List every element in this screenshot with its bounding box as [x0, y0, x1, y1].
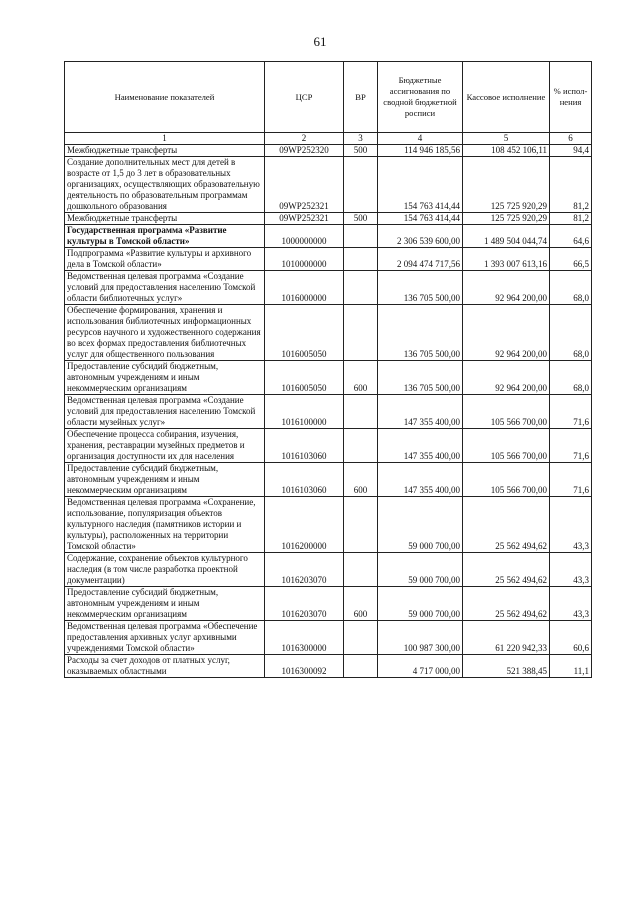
row-alloc: 2 094 474 717,56 [378, 248, 463, 271]
table-row [65, 145, 592, 157]
table-row [65, 248, 592, 271]
table-row [65, 305, 592, 361]
row-cash: 92 964 200,00 [463, 305, 550, 361]
row-cash: 521 388,45 [463, 655, 550, 678]
row-alloc: 2 306 539 600,00 [378, 225, 463, 248]
row-alloc: 136 705 500,00 [378, 271, 463, 305]
row-pct: 66,5 [550, 248, 592, 271]
row-cash: 105 566 700,00 [463, 395, 550, 429]
row-alloc: 136 705 500,00 [378, 361, 463, 395]
row-vr [344, 395, 378, 429]
column-number: 2 [265, 133, 344, 145]
row-name: Предоставление субсидий бюджетным, автономным учреждениям и иным некоммерческим организациям [65, 463, 265, 497]
row-cash: 25 562 494,62 [463, 497, 550, 553]
row-vr [344, 225, 378, 248]
column-number: 5 [463, 133, 550, 145]
column-number: 4 [378, 133, 463, 145]
table-row [65, 463, 592, 497]
table-row [65, 395, 592, 429]
row-name: Ведомственная целевая программа «Создание условий для предоставления населению Томской области библиотечных услуг» [65, 271, 265, 305]
row-cash: 105 566 700,00 [463, 429, 550, 463]
row-vr [344, 248, 378, 271]
column-number: 3 [344, 133, 378, 145]
row-vr [344, 429, 378, 463]
header-cash: Кассовое исполнение [463, 62, 550, 133]
row-cash: 61 220 942,33 [463, 621, 550, 655]
row-alloc: 59 000 700,00 [378, 497, 463, 553]
header-row [65, 62, 592, 133]
row-csr: 1016203070 [265, 553, 344, 587]
row-csr: 1016103060 [265, 429, 344, 463]
table-row [65, 621, 592, 655]
table-row [65, 225, 592, 248]
table-row [65, 213, 592, 225]
row-cash: 125 725 920,29 [463, 157, 550, 213]
row-cash: 1 489 504 044,74 [463, 225, 550, 248]
row-vr [344, 305, 378, 361]
row-pct: 94,4 [550, 145, 592, 157]
row-pct: 43,3 [550, 553, 592, 587]
row-csr: 09WP252321 [265, 213, 344, 225]
row-name: Ведомственная целевая программа «Сохранение, использование, популяризация объектов культурного наследия (памятников истории и культуры), расположенных на территории Томской области» [65, 497, 265, 553]
table-row [65, 587, 592, 621]
row-cash: 125 725 920,29 [463, 213, 550, 225]
page-number: 61 [313, 34, 327, 49]
table-row [65, 157, 592, 213]
row-cash: 92 964 200,00 [463, 361, 550, 395]
row-cash: 25 562 494,62 [463, 553, 550, 587]
row-name: Межбюджетные трансферты [65, 145, 265, 157]
header-alloc: Бюджетные ассигнования по сводной бюджетной росписи [378, 62, 463, 133]
row-csr: 1010000000 [265, 248, 344, 271]
row-name: Содержание, сохранение объектов культурного наследия (в том числе разработка проектной документации) [65, 553, 265, 587]
row-pct: 11,1 [550, 655, 592, 678]
row-csr: 1016203070 [265, 587, 344, 621]
table-row [65, 655, 592, 678]
row-pct: 81,2 [550, 157, 592, 213]
row-vr [344, 497, 378, 553]
table-row [65, 553, 592, 587]
row-pct: 71,6 [550, 429, 592, 463]
row-alloc: 154 763 414,44 [378, 157, 463, 213]
row-alloc: 100 987 300,00 [378, 621, 463, 655]
row-vr [344, 655, 378, 678]
row-alloc: 147 355 400,00 [378, 395, 463, 429]
row-csr: 1016300000 [265, 621, 344, 655]
table-row [65, 429, 592, 463]
row-name: Ведомственная целевая программа «Создание условий для предоставления населению Томской области музейных услуг» [65, 395, 265, 429]
row-pct: 43,3 [550, 587, 592, 621]
row-name: Обеспечение процесса собирания, изучения, хранения, реставрации музейных предметов и организация доступности их для населения [65, 429, 265, 463]
row-name: Обеспечение формирования, хранения и использования библиотечных информационных ресурсов научного и художественного содержания во всех формах предоставления библиотечных услуг для общественного пользования [65, 305, 265, 361]
row-cash: 92 964 200,00 [463, 271, 550, 305]
column-number-row [65, 133, 592, 145]
row-pct: 68,0 [550, 305, 592, 361]
row-csr: 1016103060 [265, 463, 344, 497]
row-csr: 1016005050 [265, 361, 344, 395]
row-name: Ведомственная целевая программа «Обеспечение предоставления архивных услуг архивными учреждениями Томской области» [65, 621, 265, 655]
column-number: 6 [550, 133, 592, 145]
row-pct: 68,0 [550, 271, 592, 305]
table-row [65, 271, 592, 305]
row-alloc: 136 705 500,00 [378, 305, 463, 361]
row-cash: 25 562 494,62 [463, 587, 550, 621]
row-pct: 81,2 [550, 213, 592, 225]
row-csr: 09WP252320 [265, 145, 344, 157]
row-name: Межбюджетные трансферты [65, 213, 265, 225]
row-name: Расходы за счет доходов от платных услуг, оказываемых областными [65, 655, 265, 678]
row-name: Подпрограмма «Развитие культуры и архивного дела в Томской области» [65, 248, 265, 271]
table-row [65, 497, 592, 553]
row-pct: 71,6 [550, 463, 592, 497]
row-pct: 68,0 [550, 361, 592, 395]
header-csr: ЦСР [265, 62, 344, 133]
row-vr: 600 [344, 361, 378, 395]
row-vr: 500 [344, 213, 378, 225]
header-name: Наименование показателей [65, 62, 265, 133]
row-pct: 64,6 [550, 225, 592, 248]
row-alloc: 4 717 000,00 [378, 655, 463, 678]
row-vr: 600 [344, 587, 378, 621]
row-csr: 09WP252321 [265, 157, 344, 213]
row-vr: 500 [344, 145, 378, 157]
row-name: Государственная программа «Развитие культуры в Томской области» [65, 225, 265, 248]
header-vr: ВР [344, 62, 378, 133]
row-name: Создание дополнительных мест для детей в возрасте от 1,5 до 3 лет в образовательных организациях, осуществляющих образовательную деятельность по образовательным программам дошкольного образования [65, 157, 265, 213]
row-alloc: 147 355 400,00 [378, 463, 463, 497]
row-csr: 1000000000 [265, 225, 344, 248]
column-number: 1 [65, 133, 265, 145]
row-cash: 105 566 700,00 [463, 463, 550, 497]
row-alloc: 59 000 700,00 [378, 587, 463, 621]
row-alloc: 59 000 700,00 [378, 553, 463, 587]
row-csr: 1016000000 [265, 271, 344, 305]
row-alloc: 147 355 400,00 [378, 429, 463, 463]
row-alloc: 114 946 185,56 [378, 145, 463, 157]
row-vr: 600 [344, 463, 378, 497]
row-vr [344, 621, 378, 655]
row-csr: 1016005050 [265, 305, 344, 361]
row-vr [344, 157, 378, 213]
row-csr: 1016100000 [265, 395, 344, 429]
row-pct: 60,6 [550, 621, 592, 655]
row-csr: 1016300092 [265, 655, 344, 678]
row-name: Предоставление субсидий бюджетным, автономным учреждениям и иным некоммерческим организациям [65, 587, 265, 621]
row-csr: 1016200000 [265, 497, 344, 553]
row-name: Предоставление субсидий бюджетным, автономным учреждениям и иным некоммерческим организациям [65, 361, 265, 395]
row-alloc: 154 763 414,44 [378, 213, 463, 225]
header-pct: % испол-нения [550, 62, 592, 133]
budget-table [64, 61, 592, 678]
row-vr [344, 271, 378, 305]
row-pct: 71,6 [550, 395, 592, 429]
row-cash: 1 393 007 613,16 [463, 248, 550, 271]
row-vr [344, 553, 378, 587]
table-row [65, 361, 592, 395]
row-cash: 108 452 106,11 [463, 145, 550, 157]
row-pct: 43,3 [550, 497, 592, 553]
